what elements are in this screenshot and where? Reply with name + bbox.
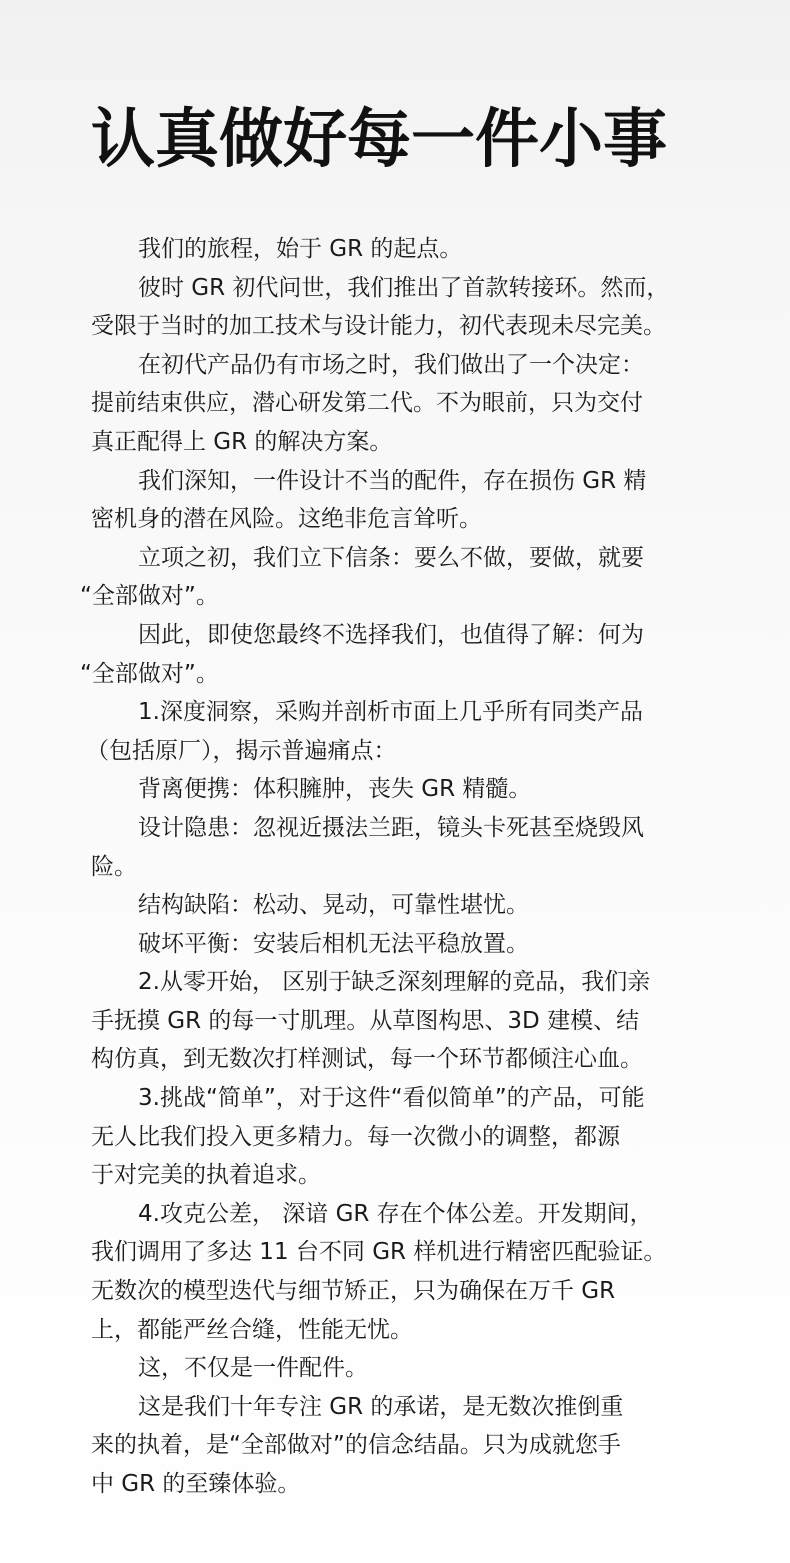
body-line: 4.攻克公差， 深谙 GR 存在个体公差。开发期间， <box>138 1200 653 1227</box>
article-body <box>0 230 790 1504</box>
body-line: “全部做对”。 <box>80 660 219 687</box>
body-line: 我们的旅程，始于 GR 的起点。 <box>138 236 463 262</box>
body-line: 破坏平衡：安装后相机无法平稳放置。 <box>138 930 529 957</box>
body-line: 手抚摸 GR 的每一寸肌理。从草图构思、3D 建模、结 <box>91 1007 640 1034</box>
body-line: 因此，即使您最终不选择我们，也值得了解：何为 <box>138 621 644 648</box>
body-line: 在初代产品仍有市场之时，我们做出了一个决定： <box>138 351 644 378</box>
body-line: 这是我们十年专注 GR 的承诺，是无数次推倒重 <box>138 1393 624 1420</box>
body-line: 彼时 GR 初代问世，我们推出了首款转接环。然而， <box>138 274 670 301</box>
body-line: 来的执着，是“全部做对”的信念结晶。只为成就您手 <box>91 1432 621 1459</box>
body-line: 受限于当时的加工技术与设计能力，初代表现未尽完美。 <box>91 313 666 340</box>
page-title: 认真做好每一件小事 <box>91 103 667 177</box>
body-line: 提前结束供应，潜心研发第二代。不为眼前，只为交付 <box>91 390 643 417</box>
body-line: 无数次的模型迭代与细节矫正，只为确保在万千 GR <box>91 1278 616 1305</box>
body-line: 3.挑战“简单”，对于这件“看似简单”的产品，可能 <box>138 1085 645 1112</box>
body-line: 险。 <box>91 853 137 880</box>
body-line: 构仿真，到无数次打样测试，每一个环节都倾注心血。 <box>91 1046 643 1073</box>
body-line: 于对完美的执着追求。 <box>91 1162 321 1189</box>
body-line: 中 GR 的至臻体验。 <box>91 1471 301 1497</box>
body-line: 这，不仅是一件配件。 <box>138 1355 368 1382</box>
body-line: 结构缺陷：松动、晃动，可靠性堪忧。 <box>138 892 529 919</box>
body-line: 我们调用了多达 11 台不同 GR 样机进行精密匹配验证。 <box>91 1239 667 1266</box>
body-line: “全部做对”。 <box>80 583 219 610</box>
body-line: 设计隐患：忽视近摄法兰距，镜头卡死甚至烧毁风 <box>138 814 644 841</box>
body-line: 上，都能严丝合缝，性能无忧。 <box>91 1316 413 1343</box>
body-line: 真正配得上 GR 的解决方案。 <box>91 428 393 455</box>
body-line: （包括原厂），揭示普遍痛点： <box>86 737 397 764</box>
body-line: 我们深知，一件设计不当的配件，存在损伤 GR 精 <box>138 467 647 494</box>
body-line: 2.从零开始， 区别于缺乏深刻理解的竞品，我们亲 <box>138 969 651 996</box>
body-line: 密机身的潜在风险。这绝非危言耸听。 <box>91 506 482 533</box>
body-line: 背离便携：体积臃肿，丧失 GR 精髓。 <box>138 776 532 803</box>
body-line: 无人比我们投入更多精力。每一次微小的调整，都源 <box>91 1123 620 1150</box>
body-line: 立项之初，我们立下信条：要么不做，要做，就要 <box>138 544 644 571</box>
body-line: 1.深度洞察，采购并剖析市面上几乎所有同类产品 <box>138 699 643 726</box>
